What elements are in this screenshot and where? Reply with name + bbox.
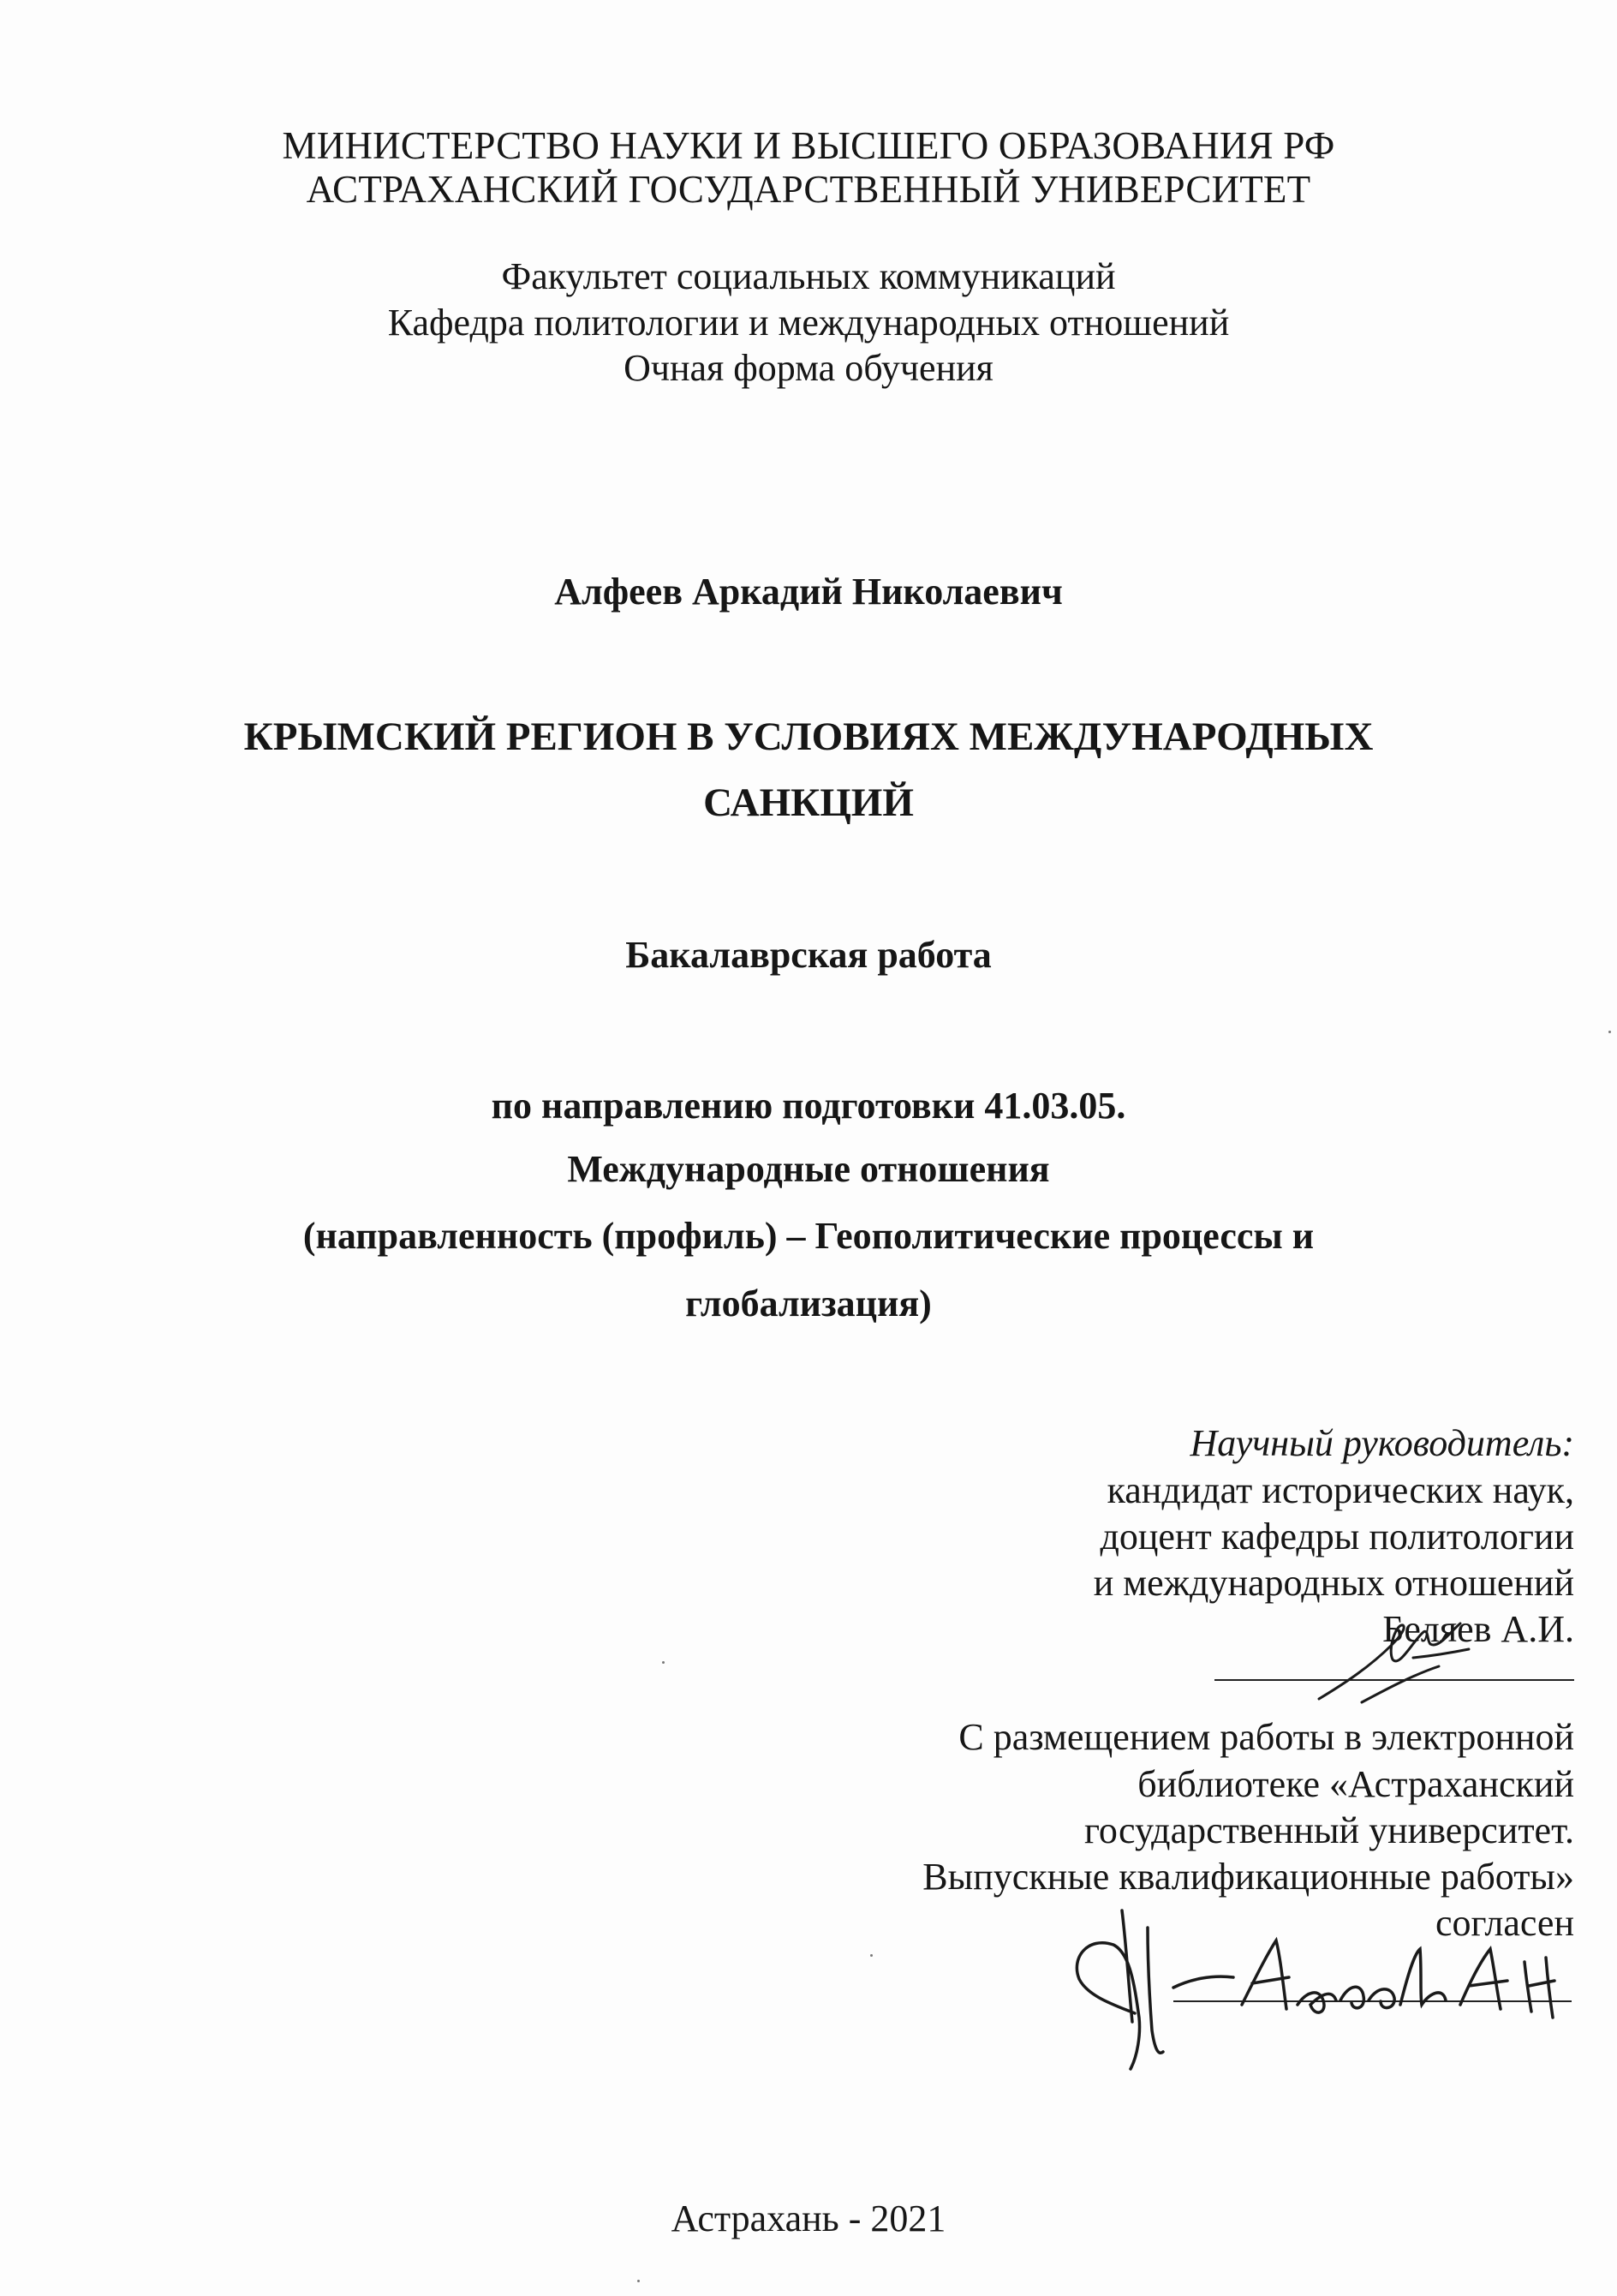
supervisor-label: Научный руководитель: [1190,1422,1574,1464]
supervisor-signature [1310,1606,1482,1709]
scan-speck [1608,1031,1611,1033]
direction-line-3: (направленность (профиль) – Геополитические процессы и [302,1215,1315,1257]
consent-line-1: С размещением работы в электронной [958,1716,1574,1758]
scan-speck [662,1661,665,1664]
supervisor-name: Беляев А.И. [1382,1608,1574,1650]
department-name: Кафедра политологии и международных отношений [387,302,1230,344]
author-name: Алфеев Аркадий Николаевич [554,571,1063,613]
consent-line-2: библиотеке «Астраханский [1137,1763,1574,1805]
supervisor-position-2: и международных отношений [1093,1562,1574,1604]
thesis-title-line-1: КРЫМСКИЙ РЕГИОН В УСЛОВИЯХ МЕЖДУНАРОДНЫХ [243,715,1374,759]
university-name: АСТРАХАНСКИЙ ГОСУДАРСТВЕННЫЙ УНИВЕРСИТЕТ [306,168,1311,211]
scan-speck [637,2280,640,2282]
direction-line-4: глобализация) [685,1283,932,1324]
work-type: Бакалаврская работа [625,934,992,976]
direction-line-2: Международные отношения [567,1148,1050,1190]
city-year: Астрахань - 2021 [671,2197,946,2239]
thesis-title-line-2: САНКЦИЙ [703,780,914,825]
direction-line-1: по направлению подготовки 41.03.05. [491,1085,1126,1127]
consent-line-4: Выпускные квалификационные работы» [922,1856,1574,1898]
supervisor-position-1: доцент кафедры политологии [1100,1516,1574,1558]
consent-line-3: государственный университет. [1083,1809,1574,1851]
supervisor-degree: кандидат исторических наук, [1107,1469,1574,1511]
consent-line-5: согласен [1435,1902,1574,1944]
ministry-name: МИНИСТЕРСТВО НАУКИ И ВЫСШЕГО ОБРАЗОВАНИЯ РФ [282,124,1335,167]
study-form: Очная форма обучения [624,347,993,389]
scan-speck [870,1954,873,1957]
consent-signature [1062,1876,1593,2082]
faculty-name: Факультет социальных коммуникаций [501,255,1116,297]
